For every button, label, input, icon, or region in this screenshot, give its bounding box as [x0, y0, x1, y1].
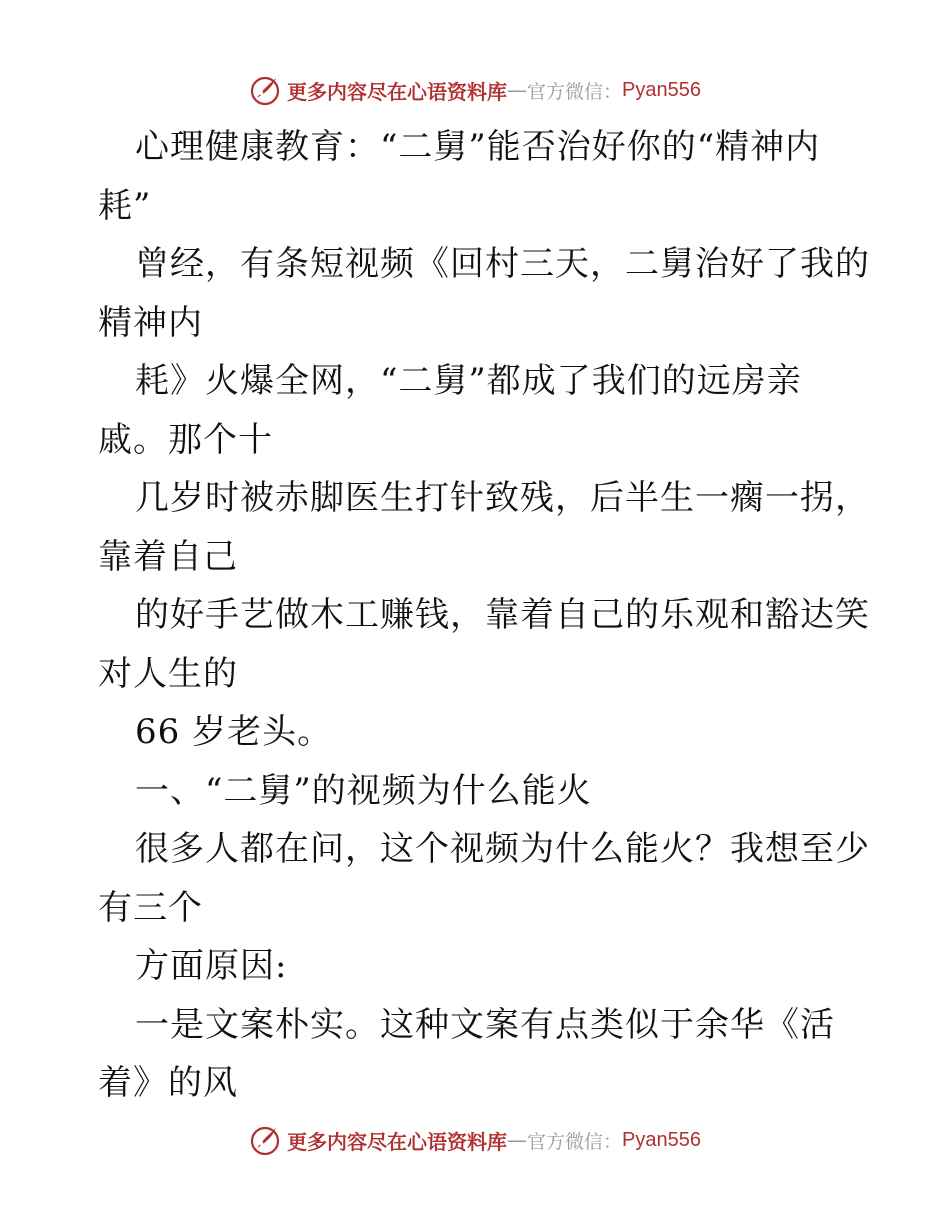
paragraph-line: 曾经，有条短视频《回村三天，二舅治好了我的 — [135, 244, 870, 284]
document-body — [98, 118, 870, 1113]
quill-pen-logo-icon — [249, 74, 281, 106]
footer-banner — [0, 1120, 950, 1160]
paragraph-line: 很多人都在问，这个视频为什么能火？我想至少 — [135, 829, 870, 869]
paragraph-line: 有三个 — [98, 887, 203, 928]
banner-wechat-id: Pyan556 — [622, 78, 701, 101]
paragraph-line: 一是文案朴实。这种文案有点类似于余华《活 — [135, 1004, 835, 1045]
quill-pen-logo-icon — [249, 1124, 281, 1156]
paragraph-line: 戚。那个十 — [98, 419, 273, 460]
paragraph-line: 耗》火爆全网，“二舅”都成了我们的远房亲 — [135, 361, 802, 401]
title-line-2: 耗” — [98, 185, 152, 226]
banner-slogan: 更多内容尽在心语资料库 — [287, 1129, 507, 1154]
banner-wechat-label: 官方微信： — [527, 1130, 623, 1153]
paragraph-line: 精神内 — [98, 302, 203, 343]
paragraph-line: 66 岁老头。 — [135, 712, 333, 752]
title-line-1: 心理健康教育：“二舅”能否治好你的“精神内 — [135, 127, 821, 167]
banner-wechat-id: Pyan556 — [622, 1128, 701, 1151]
paragraph-line: 的好手艺做木工赚钱，靠着自己的乐观和豁达笑 — [135, 595, 870, 635]
banner-dash: — — [507, 78, 527, 102]
banner-dash: — — [507, 1128, 527, 1152]
paragraph-line: 对人生的 — [98, 653, 238, 694]
paragraph-line: 靠着自己 — [98, 536, 238, 577]
section-heading: 一、“二舅”的视频为什么能火 — [135, 770, 592, 811]
header-banner — [0, 70, 950, 110]
banner-slogan: 更多内容尽在心语资料库 — [287, 79, 507, 104]
banner-wechat-label: 官方微信： — [527, 80, 623, 103]
paragraph-line: 着》的风 — [98, 1063, 238, 1103]
paragraph-line: 方面原因: — [135, 946, 288, 986]
paragraph-line: 几岁时被赤脚医生打针致残，后半生一瘸一拐， — [135, 478, 870, 518]
